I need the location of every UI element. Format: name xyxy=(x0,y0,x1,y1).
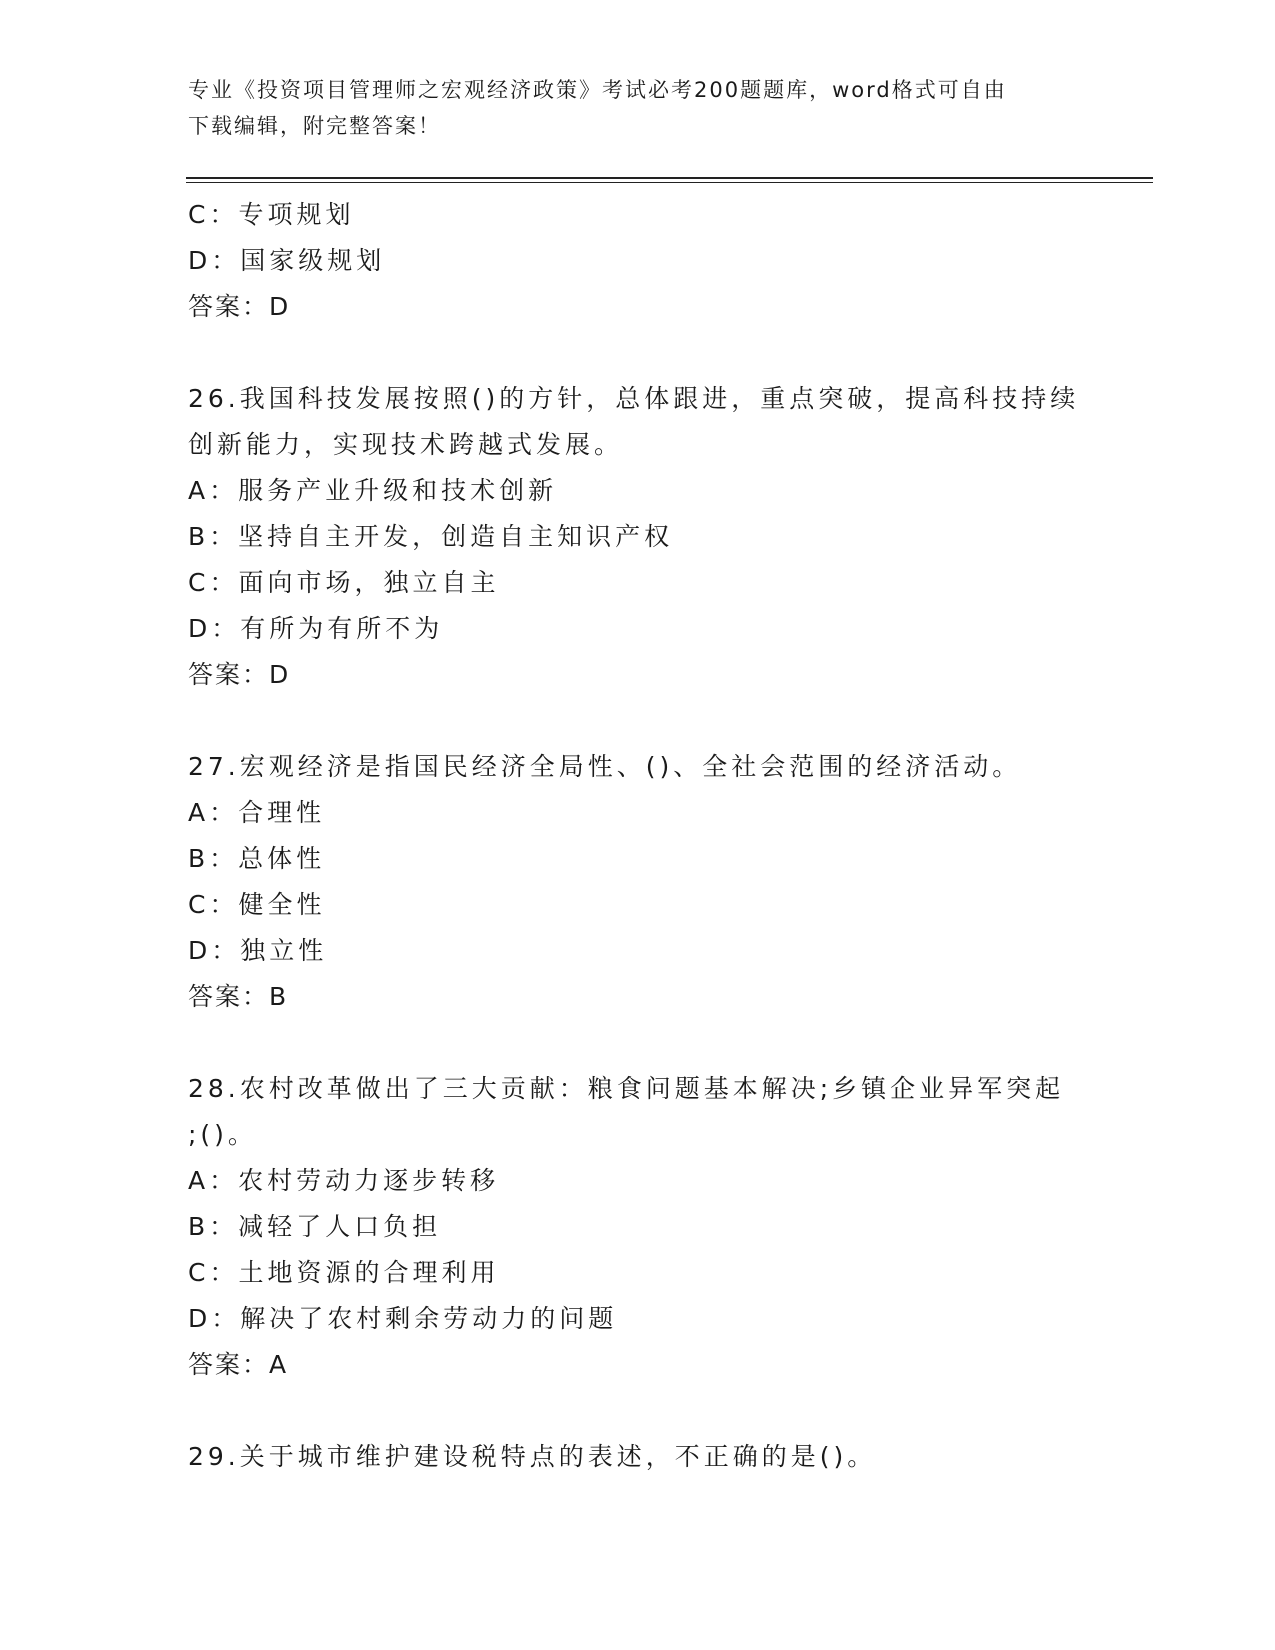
answer-line: 答案：A xyxy=(188,1350,289,1379)
text-line: D：独立性 xyxy=(188,936,328,965)
question-list xyxy=(188,192,1148,1480)
spacer xyxy=(188,1020,1148,1066)
text-line: A：合理性 xyxy=(188,798,326,827)
answer-line: 答案：D xyxy=(188,292,291,321)
text-line: 26.我国科技发展按照()的方针，总体跟进，重点突破，提高科技持续 xyxy=(188,384,1080,413)
header-rule-thin xyxy=(186,182,1153,183)
text-line: C：专项规划 xyxy=(188,200,355,229)
text-line: 29.关于城市维护建设税特点的表述，不正确的是()。 xyxy=(188,1442,877,1471)
text-line: D：国家级规划 xyxy=(188,246,386,275)
text-line: B：坚持自主开发，创造自主知识产权 xyxy=(188,522,674,551)
text-line: D：解决了农村剩余劳动力的问题 xyxy=(188,1304,618,1333)
text-line: A：农村劳动力逐步转移 xyxy=(188,1166,500,1195)
text-line: 28.农村改革做出了三大贡献：粮食问题基本解决;乡镇企业异军突起 xyxy=(188,1074,1065,1103)
text-line: A：服务产业升级和技术创新 xyxy=(188,476,558,505)
page-header xyxy=(188,72,1068,144)
spacer xyxy=(188,1388,1148,1434)
text-line: D：有所为有所不为 xyxy=(188,614,444,643)
header-line-2: 下载编辑，附完整答案！ xyxy=(188,114,441,138)
text-line: C：健全性 xyxy=(188,890,326,919)
spacer xyxy=(188,698,1148,744)
spacer xyxy=(188,330,1148,376)
text-line: C：面向市场，独立自主 xyxy=(188,568,500,597)
answer-line: 答案：B xyxy=(188,982,289,1011)
text-line: 创新能力，实现技术跨越式发展。 xyxy=(188,430,624,459)
text-line: 27.宏观经济是指国民经济全局性、()、全社会范围的经济活动。 xyxy=(188,752,1022,781)
text-line: B：总体性 xyxy=(188,844,326,873)
header-rule-thick xyxy=(186,177,1153,179)
text-line: C：土地资源的合理利用 xyxy=(188,1258,500,1287)
header-line-1: 专业《投资项目管理师之宏观经济政策》考试必考200题题库，word格式可自由 xyxy=(188,78,1007,102)
answer-line: 答案：D xyxy=(188,660,291,689)
text-line: ;()。 xyxy=(188,1120,257,1149)
text-line: B：减轻了人口负担 xyxy=(188,1212,442,1241)
